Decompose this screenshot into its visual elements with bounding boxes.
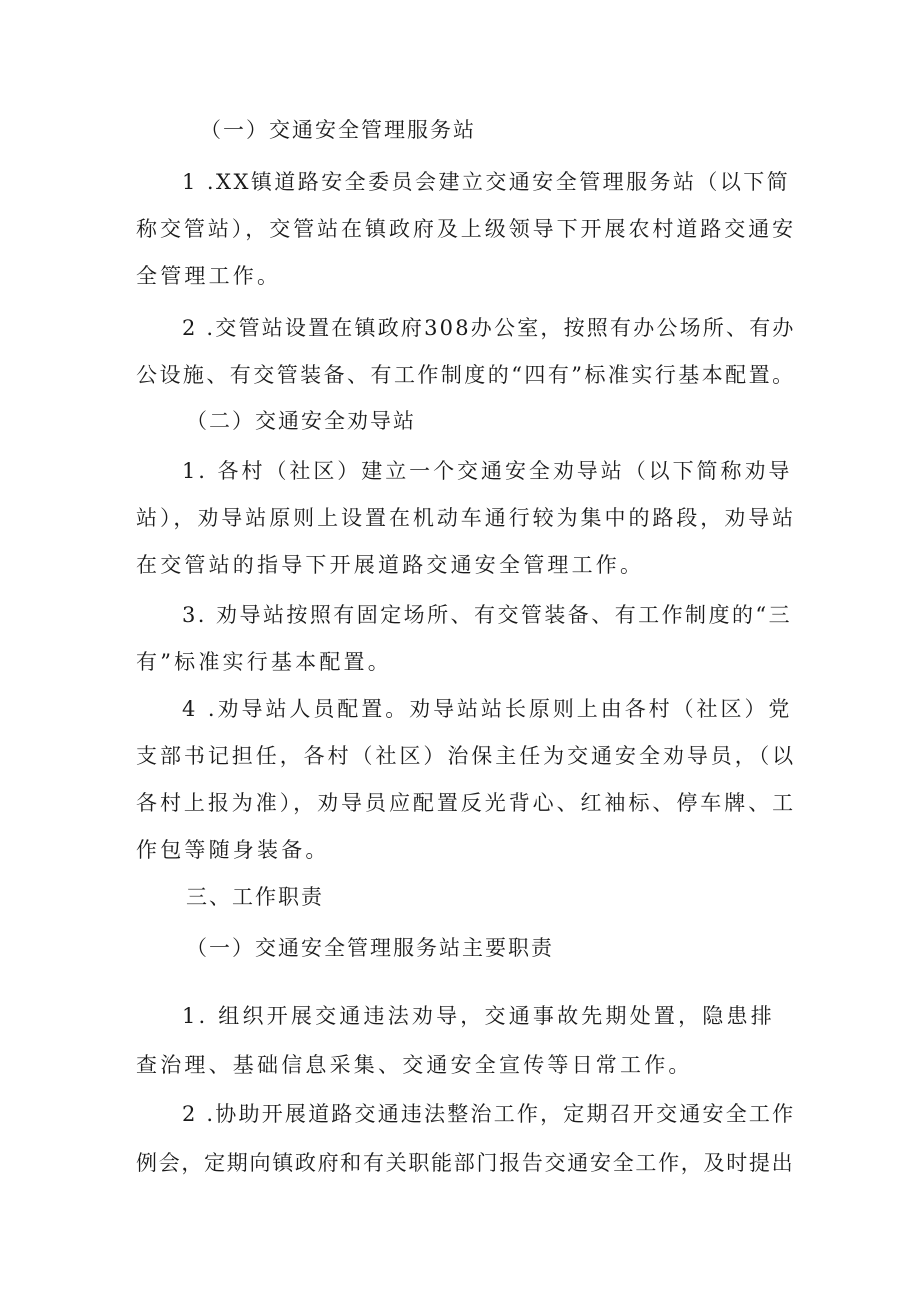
paragraph-line: 站），劝导站原则上设置在机动车通行较为集中的路段，劝导站: [136, 506, 797, 530]
paragraph-line: 3. 劝导站按照有固定场所、有交管装备、有工作制度的“三: [182, 603, 793, 627]
paragraph-line: 作包等随身装备。: [136, 838, 330, 862]
paragraph-line: 2 .交管站设置在镇政府308办公室，按照有办公场所、有办: [182, 316, 796, 340]
paragraph-line: 公设施、有交管装备、有工作制度的“四有”标准实行基本配置。: [136, 363, 796, 387]
paragraph-line: 支部书记担任，各村（社区）治保主任为交通安全劝导员，（以: [136, 744, 797, 768]
paragraph-line: 例会，定期向镇政府和有关职能部门报告交通安全工作，及时提出: [136, 1151, 795, 1175]
section-heading-work-duties: 三、工作职责: [186, 885, 324, 909]
paragraph-line: 1. 各村（社区）建立一个交通安全劝导站（以下简称劝导: [182, 459, 793, 483]
paragraph-line: 1. 组织开展交通违法劝导，交通事故先期处置，隐患排: [182, 1004, 775, 1028]
paragraph-line: 查治理、基础信息采集、交通安全宣传等日常工作。: [136, 1053, 693, 1077]
paragraph-line: 4 .劝导站人员配置。劝导站站长原则上由各村（社区）党: [182, 697, 793, 721]
paragraph-line: 2 .协助开展道路交通违法整治工作，定期召开交通安全工作: [182, 1102, 796, 1126]
paragraph-line: 在交管站的指导下开展道路交通安全管理工作。: [136, 553, 645, 577]
paragraph-line: 各村上报为准），劝导员应配置反光背心、红袖标、停车牌、工: [136, 791, 797, 815]
section-heading-traffic-service-station: （一）交通安全管理服务站: [200, 118, 476, 142]
section-heading-traffic-persuasion-station: （二）交通安全劝导站: [186, 409, 416, 433]
paragraph-line: 有”标准实行基本配置。: [136, 650, 392, 674]
subsection-heading-service-station-duties: （一）交通安全管理服务站主要职责: [186, 936, 554, 960]
paragraph-line: 全管理工作。: [136, 264, 282, 288]
paragraph-line: 1 .XX镇道路安全委员会建立交通安全管理服务站（以下简: [182, 170, 791, 194]
paragraph-line: 称交管站），交管站在镇政府及上级领导下开展农村道路交通安: [136, 217, 797, 241]
